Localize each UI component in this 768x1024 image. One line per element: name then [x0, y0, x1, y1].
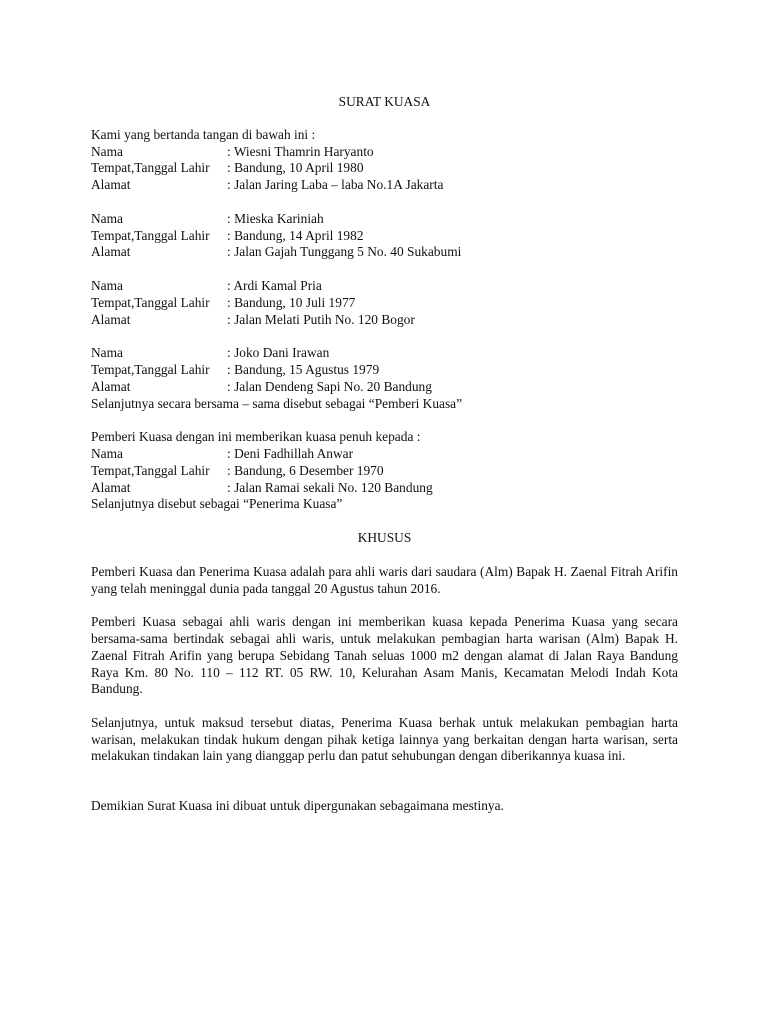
grantor-1	[91, 144, 678, 194]
grantors-note: Selanjutnya secara bersama – sama disebut sebagai “Pemberi Kuasa”	[91, 395, 463, 411]
field-label: Nama	[91, 143, 123, 159]
grantor-4	[91, 345, 678, 412]
section-title: KHUSUS	[357, 529, 412, 545]
field-label: Nama	[91, 277, 123, 293]
paragraph: Pemberi Kuasa sebagai ahli waris dengan ini memberikan kuasa kepada Penerima Kuasa yang secara bersama-sama bertindak sebagai ahli waris, untuk melakukan pembagian harta warisan (Alm) Bapak H. Zaenal Fitrah Arifin yang berupa Sebidang Tanah seluas 1000 m2 dengan alamat di Jalan Raya Bandung Raya Km. 80 No. 110 – 112 RT. 05 RW. 10, Kelurahan Asam Manis, Kecamatan Melodi Indah Kota Bandung.	[91, 614, 678, 697]
field-label: Nama	[91, 210, 123, 226]
field-row	[91, 345, 678, 362]
field-label: Tempat,Tanggal Lahir	[91, 361, 210, 377]
field-value: : Jalan Gajah Tunggang 5 No. 40 Sukabumi	[227, 244, 462, 260]
field-label: Alamat	[91, 378, 131, 394]
field-row	[91, 177, 678, 194]
field-value: : Mieska Kariniah	[227, 210, 324, 226]
paragraph: Pemberi Kuasa dan Penerima Kuasa adalah para ahli waris dari saudara (Alm) Bapak H. Zaenal Fitrah Arifin yang telah meninggal dunia pada tanggal 20 Agustus tahun 2016.	[91, 563, 678, 596]
field-value: : Bandung, 14 April 1982	[227, 227, 364, 243]
field-row	[91, 312, 678, 329]
closing-text: Demikian Surat Kuasa ini dibuat untuk dipergunakan sebagaimana mestinya.	[91, 798, 504, 814]
field-value: : Jalan Jaring Laba – laba No.1A Jakarta	[227, 177, 444, 193]
grantee	[91, 429, 678, 513]
field-row	[91, 160, 678, 177]
field-row	[91, 211, 678, 228]
field-row	[91, 446, 678, 463]
field-row	[91, 295, 678, 312]
field-row	[91, 144, 678, 161]
field-label: Nama	[91, 445, 123, 461]
field-label: Alamat	[91, 311, 131, 327]
field-value: : Bandung, 10 April 1980	[227, 160, 364, 176]
document-title: SURAT KUASA	[338, 94, 431, 109]
field-value: : Deni Fadhillah Anwar	[227, 445, 354, 461]
field-value: : Joko Dani Irawan	[227, 345, 330, 361]
field-label: Tempat,Tanggal Lahir	[91, 462, 210, 478]
field-row	[91, 228, 678, 245]
field-value: : Wiesni Thamrin Haryanto	[227, 143, 374, 159]
grantee-note: Selanjutnya disebut sebagai “Penerima Kuasa”	[91, 496, 343, 512]
intro-text: Kami yang bertanda tangan di bawah ini :	[91, 126, 316, 142]
field-value: : Bandung, 10 Juli 1977	[227, 294, 356, 310]
field-row	[91, 278, 678, 295]
grantor-2	[91, 211, 678, 261]
field-row	[91, 480, 678, 497]
field-value: : Ardi Kamal Pria	[227, 277, 322, 293]
field-value: : Jalan Dendeng Sapi No. 20 Bandung	[227, 378, 432, 394]
field-label: Alamat	[91, 479, 131, 495]
field-label: Alamat	[91, 177, 131, 193]
field-label: Tempat,Tanggal Lahir	[91, 227, 210, 243]
field-value: : Jalan Ramai sekali No. 120 Bandung	[227, 479, 433, 495]
field-value: : Bandung, 15 Agustus 1979	[227, 361, 380, 377]
document-body	[91, 94, 678, 815]
field-label: Nama	[91, 345, 123, 361]
field-row	[91, 244, 678, 261]
field-value: : Jalan Melati Putih No. 120 Bogor	[227, 311, 415, 327]
paragraph: Selanjutnya, untuk maksud tersebut diatas, Penerima Kuasa berhak untuk melakukan pembagian harta warisan, melakukan tindak hukum dengan pihak ketiga lainnya yang berkaitan dengan harta warisan, serta melakukan tindakan lain yang dianggap perlu dan patut sehubungan dengan diberikannya kuasa ini.	[91, 714, 678, 764]
field-value: : Bandung, 6 Desember 1970	[227, 462, 384, 478]
field-label: Alamat	[91, 244, 131, 260]
field-label: Tempat,Tanggal Lahir	[91, 294, 210, 310]
field-label: Tempat,Tanggal Lahir	[91, 160, 210, 176]
field-row	[91, 379, 678, 396]
field-row	[91, 463, 678, 480]
grantee-intro: Pemberi Kuasa dengan ini memberikan kuasa penuh kepada :	[91, 429, 421, 445]
grantor-3	[91, 278, 678, 328]
field-row	[91, 362, 678, 379]
